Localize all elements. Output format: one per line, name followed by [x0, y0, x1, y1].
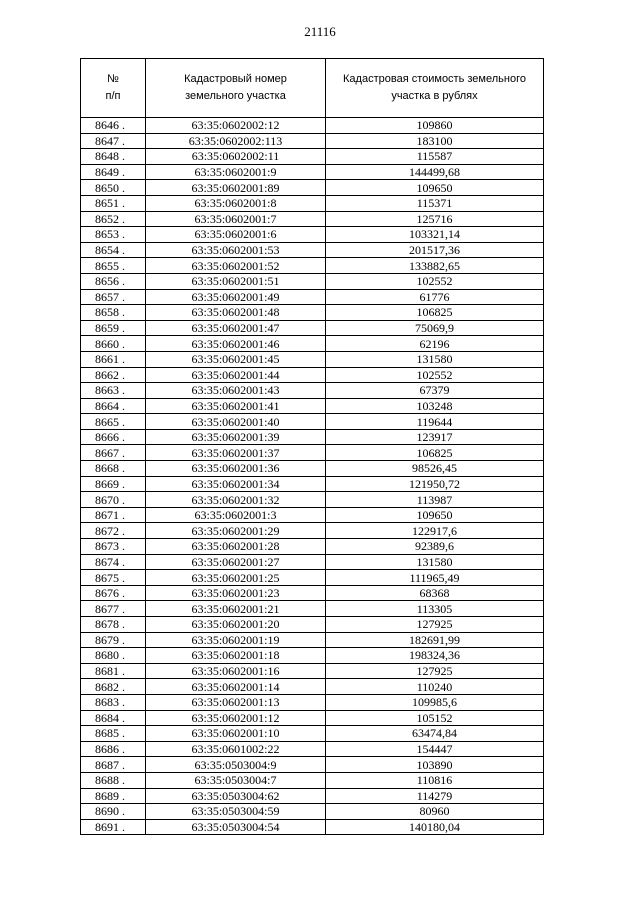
cadastral-value: 121950,72: [326, 476, 544, 492]
cadastral-value: 127925: [326, 663, 544, 679]
table-row: [81, 585, 544, 601]
row-index: 8657 .: [81, 289, 146, 305]
page-number: 21116: [304, 24, 336, 39]
cadastral-value: 131580: [326, 351, 544, 367]
cadastral-value: 62196: [326, 336, 544, 352]
cadastral-number: 63:35:0602001:23: [146, 585, 326, 601]
cadastral-number: 63:35:0602001:48: [146, 305, 326, 321]
cadastral-value: 98526,45: [326, 461, 544, 477]
row-index: 8668 .: [81, 461, 146, 477]
cadastral-number: 63:35:0602001:13: [146, 694, 326, 710]
table-row: [81, 788, 544, 804]
cadastral-value: 106825: [326, 445, 544, 461]
row-index: 8660 .: [81, 336, 146, 352]
cadastral-number: 63:35:0602001:39: [146, 429, 326, 445]
cadastral-value: 115587: [326, 149, 544, 165]
table-row: [81, 476, 544, 492]
cadastral-number: 63:35:0602001:51: [146, 273, 326, 289]
cadastral-number: 63:35:0602001:14: [146, 679, 326, 695]
row-index: 8653 .: [81, 227, 146, 243]
cadastral-number: 63:35:0601002:22: [146, 741, 326, 757]
cadastral-number: 63:35:0602001:43: [146, 383, 326, 399]
cadastral-value: 125716: [326, 211, 544, 227]
row-index: 8647 .: [81, 133, 146, 149]
cadastral-number: 63:35:0602001:41: [146, 398, 326, 414]
cadastral-value: 103248: [326, 398, 544, 414]
row-index: 8648 .: [81, 149, 146, 165]
cadastral-value: 201517,36: [326, 242, 544, 258]
row-index: 8659 .: [81, 320, 146, 336]
row-index: 8680 .: [81, 648, 146, 664]
table-row: [81, 351, 544, 367]
row-index: 8649 .: [81, 164, 146, 180]
cadastral-value: 119644: [326, 414, 544, 430]
table-row: [81, 539, 544, 555]
table-row: [81, 710, 544, 726]
row-index: 8671 .: [81, 507, 146, 523]
row-index: 8679 .: [81, 632, 146, 648]
row-index: 8669 .: [81, 476, 146, 492]
table-row: [81, 492, 544, 508]
cadastral-value: 131580: [326, 554, 544, 570]
cadastral-number: 63:35:0602001:29: [146, 523, 326, 539]
table-body: [81, 118, 544, 835]
cadastral-number: 63:35:0602001:47: [146, 320, 326, 336]
cadastral-number: 63:35:0602001:52: [146, 258, 326, 274]
cadastral-number: 63:35:0602001:25: [146, 570, 326, 586]
row-index: 8682 .: [81, 679, 146, 695]
cadastral-number: 63:35:0602001:32: [146, 492, 326, 508]
header-index: № п/п: [81, 59, 146, 118]
cadastral-number: 63:35:0503004:54: [146, 819, 326, 835]
cadastral-value: 103890: [326, 757, 544, 773]
row-index: 8665 .: [81, 414, 146, 430]
table-row: [81, 445, 544, 461]
table-row: [81, 149, 544, 165]
row-index: 8686 .: [81, 741, 146, 757]
cadastral-value: 110816: [326, 772, 544, 788]
cadastral-value: 113305: [326, 601, 544, 617]
table-row: [81, 258, 544, 274]
row-index: 8662 .: [81, 367, 146, 383]
row-index: 8689 .: [81, 788, 146, 804]
row-index: 8654 .: [81, 242, 146, 258]
table-row: [81, 757, 544, 773]
cadastral-number: 63:35:0602001:36: [146, 461, 326, 477]
row-index: 8666 .: [81, 429, 146, 445]
cadastral-number: 63:35:0503004:7: [146, 772, 326, 788]
cadastral-value: 63474,84: [326, 726, 544, 742]
cadastral-value: 105152: [326, 710, 544, 726]
cadastral-value: 102552: [326, 367, 544, 383]
cadastral-value: 110240: [326, 679, 544, 695]
cadastral-number: 63:35:0602001:19: [146, 632, 326, 648]
cadastral-value: 61776: [326, 289, 544, 305]
row-index: 8687 .: [81, 757, 146, 773]
table-row: [81, 570, 544, 586]
cadastral-number: 63:35:0602001:8: [146, 195, 326, 211]
table-row: [81, 227, 544, 243]
cadastral-value: 67379: [326, 383, 544, 399]
cadastral-number: 63:35:0602001:44: [146, 367, 326, 383]
row-index: 8685 .: [81, 726, 146, 742]
table-row: [81, 772, 544, 788]
cadastral-number: 63:35:0602001:16: [146, 663, 326, 679]
table-row: [81, 164, 544, 180]
row-index: 8667 .: [81, 445, 146, 461]
cadastral-number: 63:35:0602001:34: [146, 476, 326, 492]
row-index: 8664 .: [81, 398, 146, 414]
row-index: 8652 .: [81, 211, 146, 227]
row-index: 8684 .: [81, 710, 146, 726]
cadastral-value: 115371: [326, 195, 544, 211]
table-row: [81, 195, 544, 211]
table-row: [81, 617, 544, 633]
cadastral-number: 63:35:0602001:53: [146, 242, 326, 258]
table-row: [81, 118, 544, 134]
table-header-row: [81, 59, 544, 118]
table-row: [81, 211, 544, 227]
row-index: 8675 .: [81, 570, 146, 586]
cadastral-value: 127925: [326, 617, 544, 633]
cadastral-number: 63:35:0602002:11: [146, 149, 326, 165]
row-index: 8688 .: [81, 772, 146, 788]
cadastral-value: 183100: [326, 133, 544, 149]
cadastral-number: 63:35:0602001:49: [146, 289, 326, 305]
cadastral-number: 63:35:0602001:40: [146, 414, 326, 430]
cadastral-value: 109650: [326, 180, 544, 196]
table-row: [81, 507, 544, 523]
row-index: 8650 .: [81, 180, 146, 196]
table-row: [81, 242, 544, 258]
cadastral-value: 68368: [326, 585, 544, 601]
table-row: [81, 648, 544, 664]
table-row: [81, 741, 544, 757]
table-row: [81, 554, 544, 570]
row-index: 8677 .: [81, 601, 146, 617]
row-index: 8656 .: [81, 273, 146, 289]
cadastral-number: 63:35:0602002:12: [146, 118, 326, 134]
cadastral-value: 113987: [326, 492, 544, 508]
row-index: 8673 .: [81, 539, 146, 555]
cadastral-number: 63:35:0602001:3: [146, 507, 326, 523]
header-cadastral-number: Кадастровый номер земельного участка: [146, 59, 326, 118]
table-row: [81, 133, 544, 149]
row-index: 8670 .: [81, 492, 146, 508]
cadastral-value: 122917,6: [326, 523, 544, 539]
cadastral-value: 144499,68: [326, 164, 544, 180]
cadastral-number: 63:35:0602001:10: [146, 726, 326, 742]
row-index: 8661 .: [81, 351, 146, 367]
table-row: [81, 289, 544, 305]
cadastral-number: 63:35:0602001:46: [146, 336, 326, 352]
cadastral-number: 63:35:0602002:113: [146, 133, 326, 149]
cadastral-value: 92389,6: [326, 539, 544, 555]
cadastral-number: 63:35:0602001:21: [146, 601, 326, 617]
table-row: [81, 726, 544, 742]
cadastral-value: 123917: [326, 429, 544, 445]
row-index: 8681 .: [81, 663, 146, 679]
table-row: [81, 632, 544, 648]
row-index: 8676 .: [81, 585, 146, 601]
cadastral-value: 133882,65: [326, 258, 544, 274]
table-row: [81, 663, 544, 679]
cadastral-value: 102552: [326, 273, 544, 289]
table-row: [81, 383, 544, 399]
row-index: 8683 .: [81, 694, 146, 710]
table-row: [81, 804, 544, 820]
cadastral-value: 109650: [326, 507, 544, 523]
cadastral-number: 63:35:0602001:28: [146, 539, 326, 555]
cadastral-number: 63:35:0602001:7: [146, 211, 326, 227]
table-row: [81, 336, 544, 352]
cadastral-value: 80960: [326, 804, 544, 820]
table-row: [81, 601, 544, 617]
table-row: [81, 679, 544, 695]
table-row: [81, 367, 544, 383]
row-index: 8655 .: [81, 258, 146, 274]
cadastral-value: 75069,9: [326, 320, 544, 336]
row-index: 8646 .: [81, 118, 146, 134]
table-row: [81, 398, 544, 414]
cadastral-value: 109985,6: [326, 694, 544, 710]
table-row: [81, 461, 544, 477]
table-row: [81, 180, 544, 196]
cadastral-number: 63:35:0503004:9: [146, 757, 326, 773]
table-row: [81, 320, 544, 336]
cadastral-number: 63:35:0602001:89: [146, 180, 326, 196]
row-index: 8658 .: [81, 305, 146, 321]
cadastral-number: 63:35:0602001:18: [146, 648, 326, 664]
cadastral-number: 63:35:0602001:27: [146, 554, 326, 570]
row-index: 8672 .: [81, 523, 146, 539]
row-index: 8651 .: [81, 195, 146, 211]
cadastral-number: 63:35:0602001:37: [146, 445, 326, 461]
cadastral-value: 154447: [326, 741, 544, 757]
row-index: 8674 .: [81, 554, 146, 570]
cadastral-number: 63:35:0602001:20: [146, 617, 326, 633]
table-row: [81, 819, 544, 835]
cadastral-value: 114279: [326, 788, 544, 804]
cadastral-value: 140180,04: [326, 819, 544, 835]
cadastral-number: 63:35:0602001:6: [146, 227, 326, 243]
cadastral-value: 182691,99: [326, 632, 544, 648]
cadastral-number: 63:35:0602001:12: [146, 710, 326, 726]
table-row: [81, 414, 544, 430]
row-index: 8691 .: [81, 819, 146, 835]
table-row: [81, 305, 544, 321]
cadastral-number: 63:35:0602001:9: [146, 164, 326, 180]
table-row: [81, 523, 544, 539]
row-index: 8678 .: [81, 617, 146, 633]
cadastral-number: 63:35:0503004:59: [146, 804, 326, 820]
table-row: [81, 273, 544, 289]
cadastral-value: 109860: [326, 118, 544, 134]
table-row: [81, 429, 544, 445]
cadastral-table: [80, 58, 544, 835]
row-index: 8690 .: [81, 804, 146, 820]
header-cadastral-value: Кадастровая стоимость земельного участка в рублях: [326, 59, 544, 118]
cadastral-value: 103321,14: [326, 227, 544, 243]
cadastral-number: 63:35:0602001:45: [146, 351, 326, 367]
row-index: 8663 .: [81, 383, 146, 399]
table-row: [81, 694, 544, 710]
cadastral-value: 198324,36: [326, 648, 544, 664]
cadastral-value: 106825: [326, 305, 544, 321]
cadastral-number: 63:35:0503004:62: [146, 788, 326, 804]
cadastral-value: 111965,49: [326, 570, 544, 586]
